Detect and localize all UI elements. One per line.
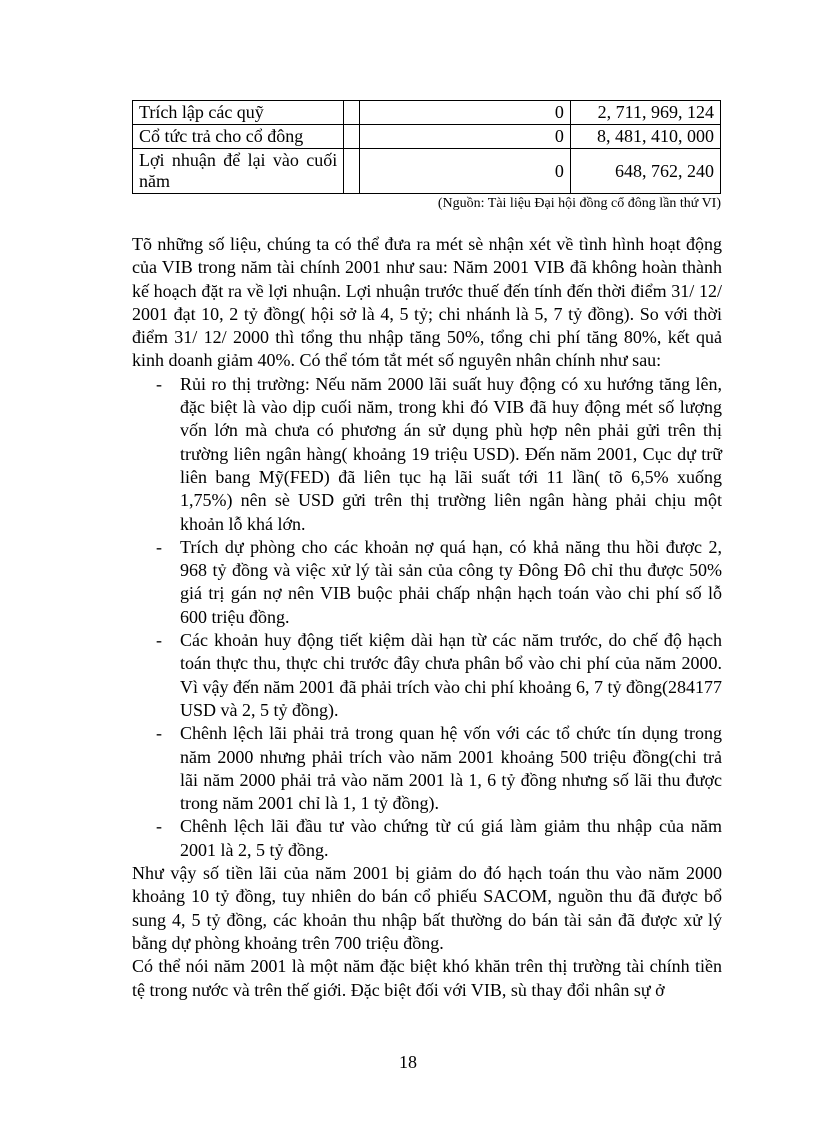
- bullet-dash: -: [156, 723, 162, 744]
- row-col3: 0: [360, 125, 571, 149]
- list-item: [156, 722, 722, 815]
- list-item-text: Trích dự phòng cho các khoản nợ quá hạn, có khả năng thu hồi được 2, 968 tỷ đồng và việc xử lý tài sản của công ty Đông Đô chỉ thu được 50% giá trị gán nợ nên VIB buộc phải chấp nhận hạch toán vào chi phí số lỗ 600 triệu đồng.: [180, 536, 722, 627]
- body-text: [132, 233, 722, 1002]
- row-label: Cổ tức trả cho cổ đông: [133, 125, 344, 149]
- list-item-text: Các khoản huy động tiết kiệm dài hạn từ các năm trước, do chế độ hạch toán thực thu, thực chi trước đây chưa phân bổ vào chi phí của năm 2000. Vì vậy đến năm 2001 đã phải trích vào chi phí khoảng 6, 7 tỷ đồng(284177 USD và 2, 5 tỷ đồng).: [180, 630, 722, 720]
- table-row: [133, 125, 721, 149]
- row-col3: 0: [360, 101, 571, 125]
- financial-table: [132, 100, 721, 194]
- row-col4: 8, 481, 410, 000: [570, 125, 720, 149]
- list-item-text: Chênh lệch lãi phải trả trong quan hệ vốn với các tổ chức tín dụng trong năm 2000 nhưng phải trích vào năm 2001 khoảng 500 triệu đồng(chi trả lãi năm 2000 phải trả vào năm 2001 là 1, 6 tỷ đồng nhưng số lãi thu được trong năm 2001 chỉ là 1, 1 tỷ đồng).: [180, 723, 722, 814]
- row-label: Trích lập các quỹ: [133, 101, 344, 125]
- row-col3: 0: [360, 149, 571, 194]
- bullet-dash: -: [156, 816, 162, 837]
- table-row: [133, 101, 721, 125]
- list-item: [156, 629, 722, 722]
- row-col2: [344, 149, 360, 194]
- summary-paragraph: Như vậy số tiền lãi của năm 2001 bị giảm do đó hạch toán thu vào năm 2000 khoảng 10 tỷ đồng, tuy nhiên do bán cổ phiếu SACOM, nguồn thu đã được bổ sung 4, 5 tỷ đồng, các khoản thu nhập bất thường do bán tài sản đã được xử lý bằng dự phòng khoảng trên 700 triệu đồng.: [132, 863, 722, 953]
- bullet-dash: -: [156, 536, 162, 557]
- bullet-dash: -: [156, 373, 162, 394]
- table-row: [133, 149, 721, 194]
- page-number: 18: [399, 1052, 417, 1072]
- cause-list: [132, 373, 722, 862]
- list-item-text: Chênh lệch lãi đầu tư vào chứng từ cú giá làm giảm thu nhập của năm 2001 là 2, 5 tỷ đồng.: [180, 816, 722, 860]
- list-item: [156, 815, 722, 862]
- table-source-note: (Nguồn: Tài liệu Đại hội đồng cổ đông lần thứ VI): [437, 196, 721, 211]
- list-item: [156, 373, 722, 536]
- bullet-dash: -: [156, 630, 162, 651]
- row-col2: [344, 125, 360, 149]
- closing-paragraph: Có thể nói năm 2001 là một năm đặc biệt khó khăn trên thị trường tài chính tiền tệ trong nước và trên thế giới. Đặc biệt đối với VIB, sù thay đổi nhân sự ở: [132, 956, 722, 1000]
- intro-paragraph: Tõ những số liệu, chúng ta có thể đưa ra mét sè nhận xét về tình hình hoạt động của VIB trong năm tài chính 2001 như sau: Năm 2001 VIB đã không hoàn thành kế hoạch đặt ra về lợi nhuận. Lợi nhuận trước thuế đến tính đến thời điểm 31/ 12/ 2001 đạt 10, 2 tỷ đồng( hội sở là 4, 5 tỷ; chi nhánh là 5, 7 tỷ đồng). So với thời điểm 31/ 12/ 2000 thì tổng thu nhập tăng 50%, tổng chi phí tăng 80%, kết quả kinh doanh giảm 40%. Có thể tóm tắt mét số nguyên nhân chính như sau:: [132, 234, 722, 371]
- row-col4: 2, 711, 969, 124: [570, 101, 720, 125]
- row-col2: [344, 101, 360, 125]
- row-label: Lợi nhuận để lại vào cuối năm: [133, 149, 344, 194]
- list-item-text: Rủi ro thị trường: Nếu năm 2000 lãi suất huy động có xu hướng tăng lên, đặc biệt là vào dịp cuối năm, trong khi đó VIB đã huy động mét số lượng vốn lớn mà chưa có phương án sử dụng phù hợp nên phải gửi trên thị trường liên ngân hàng( khoảng 19 triệu USD). Đến năm 2001, Cục dự trữ liên bang Mỹ(FED) đã liên tục hạ lãi suất tới 11 lần( tõ 6,5% xuống 1,75%) nên sè USD gửi trên thị trường liên ngân hàng phải chịu một khoản lỗ khá lớn.: [180, 373, 722, 534]
- row-col4: 648, 762, 240: [570, 149, 720, 194]
- list-item: [156, 536, 722, 629]
